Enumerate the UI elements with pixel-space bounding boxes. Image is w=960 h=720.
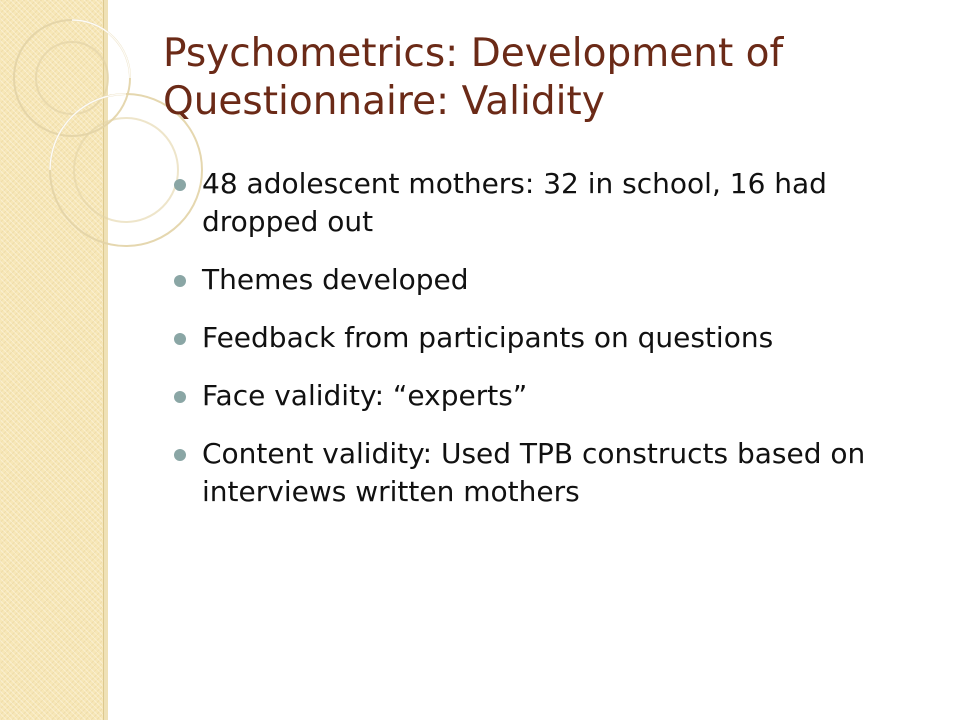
bullet-dot-icon — [174, 275, 186, 287]
bullet-item — [172, 261, 902, 299]
bullet-text: Content validity: Used TPB constructs based on interviews written mothers — [202, 437, 866, 508]
bullet-item — [172, 165, 902, 241]
bullet-text: Feedback from participants on questions — [202, 321, 774, 354]
decorative-side-band — [0, 0, 103, 720]
bullet-dot-icon — [174, 179, 186, 191]
bullet-dot-icon — [174, 391, 186, 403]
slide-title: Psychometrics: Development of Questionnaire: Validity — [163, 31, 784, 124]
bullet-item — [172, 435, 902, 511]
bullet-item — [172, 377, 902, 415]
bullet-dot-icon — [174, 449, 186, 461]
side-band-edge — [103, 0, 108, 720]
bullet-text: Face validity: “experts” — [202, 379, 528, 412]
bullet-dot-icon — [174, 333, 186, 345]
bullet-list — [172, 165, 902, 531]
bullet-item — [172, 319, 902, 357]
bullet-text: 48 adolescent mothers: 32 in school, 16 had dropped out — [202, 167, 827, 238]
bullet-text: Themes developed — [202, 263, 469, 296]
